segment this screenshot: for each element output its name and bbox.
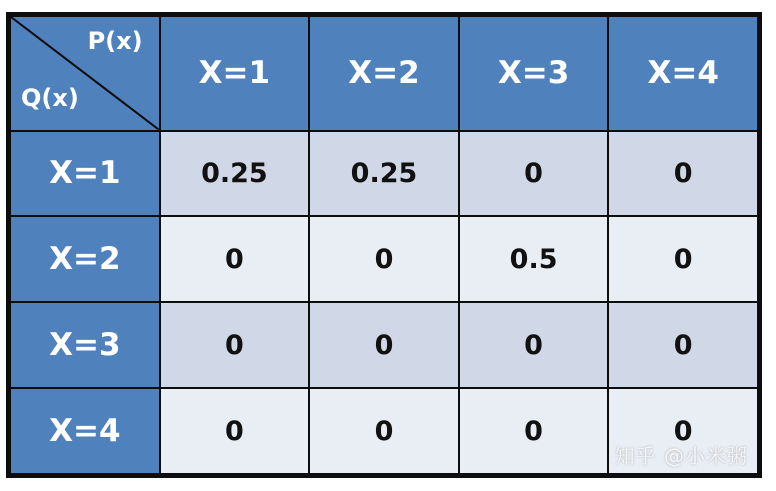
table-cell: 0 <box>608 388 758 474</box>
row-header: X=4 <box>10 388 160 474</box>
table-cell: 0.25 <box>309 131 459 217</box>
row-header: X=2 <box>10 216 160 302</box>
table-cell: 0 <box>459 302 609 388</box>
table-cell: 0 <box>608 216 758 302</box>
table-cell: 0 <box>160 216 310 302</box>
corner-cell <box>10 16 160 131</box>
column-header: X=1 <box>160 16 310 131</box>
table-cell: 0.25 <box>160 131 310 217</box>
table-row <box>10 302 758 388</box>
row-axis-label: Q(x) <box>21 83 79 112</box>
table-cell: 0 <box>309 216 459 302</box>
watermark-text: 知乎 @小米粥 <box>614 444 748 468</box>
column-header: X=2 <box>309 16 459 131</box>
header-row <box>10 16 758 131</box>
row-header: X=3 <box>10 302 160 388</box>
column-header: X=3 <box>459 16 609 131</box>
table-cell: 0.5 <box>459 216 609 302</box>
probability-table <box>6 12 762 478</box>
table-cell: 0 <box>608 302 758 388</box>
table-cell: 0 <box>459 131 609 217</box>
table-row <box>10 216 758 302</box>
joint-distribution-grid <box>9 15 759 475</box>
table-cell: 0 <box>608 131 758 217</box>
table-cell: 0 <box>459 388 609 474</box>
table-cell: 0 <box>160 388 310 474</box>
column-header: X=4 <box>608 16 758 131</box>
table-cell: 0 <box>309 302 459 388</box>
table-cell: 0 <box>309 388 459 474</box>
table-row <box>10 131 758 217</box>
row-header: X=1 <box>10 131 160 217</box>
table-cell: 0 <box>160 302 310 388</box>
col-axis-label: P(x) <box>87 27 143 55</box>
